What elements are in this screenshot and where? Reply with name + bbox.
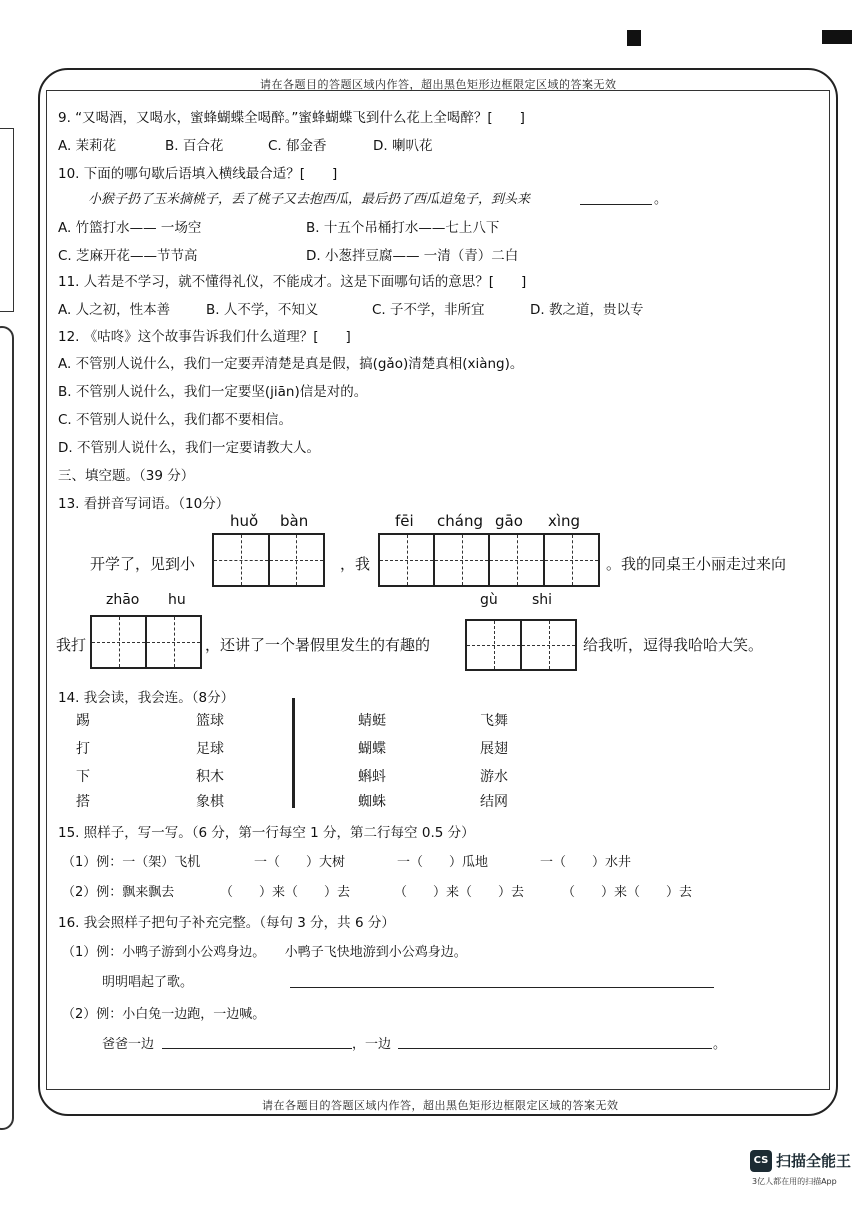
q10-stem: 10. 下面的哪句歇后语填入横线最合适？[ ]	[58, 166, 338, 182]
q16-prompt2a: 爸爸一边	[102, 1037, 155, 1052]
q12-option-b: B. 不管别人说什么，我们一定要坚(jiān)信是对的。	[58, 384, 368, 400]
q13-stem: 13. 看拼音写词语。（10分）	[58, 496, 230, 512]
q14-verb: 踢	[76, 713, 90, 729]
notice-top: 请在各题目的答题区域内作答，超出黑色矩形边框限定区域的答案无效	[260, 78, 617, 91]
q14-insect: 蝴蝶	[358, 741, 386, 757]
q13-pinyin2-a: fēi	[395, 512, 414, 530]
q13-pinyin3-b: hu	[168, 592, 186, 608]
q9-option-c: C. 郁金香	[268, 138, 327, 154]
q13-answer-box-huoban[interactable]	[212, 533, 325, 587]
q9-option-b: B. 百合花	[165, 138, 224, 154]
q14-noun: 篮球	[196, 713, 224, 729]
q14-verb: 搭	[76, 794, 90, 810]
q14-action: 结网	[480, 794, 508, 810]
q10-option-d: D. 小葱拌豆腐—— 一清（青）二白	[306, 248, 519, 264]
q14-noun: 象棋	[196, 794, 224, 810]
q13-pinyin4-b: shi	[532, 592, 553, 608]
q15-row2-blank[interactable]: （ ）来（ ）去	[220, 885, 351, 900]
q16-prompt1: 明明唱起了歌。	[102, 975, 194, 990]
q13-pinyin3-a: zhāo	[106, 592, 140, 608]
q13-answer-box-feichanggaoxing[interactable]	[378, 533, 600, 587]
scan-mark-top-right	[822, 30, 852, 44]
q14-insect: 蜻蜓	[358, 713, 386, 729]
q15-row1-example: （1）例：一（架）飞机	[62, 855, 201, 870]
left-margin-box-2	[0, 326, 14, 1130]
q15-row1-blank[interactable]: 一（ ）水井	[540, 855, 632, 870]
q11-option-b: B. 人不学，不知义	[206, 302, 319, 318]
q9-stem: 9. “又喝酒，又喝水，蜜蜂蝴蝶全喝醉。”蜜蜂蝴蝶飞到什么花上全喝醉？[ ]	[58, 110, 525, 126]
q12-option-c: C. 不管别人说什么，我们都不要相信。	[58, 412, 293, 428]
scanner-logo	[750, 1150, 772, 1172]
q11-stem: 11. 人若是不学习，就不懂得礼仪，不能成才。这是下面哪句话的意思？[ ]	[58, 274, 527, 290]
q11-option-a: A. 人之初，性本善	[58, 302, 171, 318]
q15-row1-blank[interactable]: 一（ ）大树	[254, 855, 346, 870]
q14-action: 展翅	[480, 741, 508, 757]
q13-text6: 给我听，逗得我哈哈大笑。	[583, 636, 764, 654]
q12-option-a: A. 不管别人说什么，我们一定要弄清楚是真是假，搞(gǎo)清楚真相(xiàng)。	[58, 356, 524, 372]
answer-area	[46, 90, 830, 1090]
q13-pinyin2-d: xìng	[548, 512, 581, 530]
q16-prompt2c: 。	[713, 1037, 727, 1052]
q16-answer-line-2b[interactable]	[398, 1048, 712, 1049]
q14-action: 游水	[480, 769, 508, 785]
q14-verb: 下	[76, 769, 90, 785]
scanner-app-slogan: 3亿人都在用的扫描App	[752, 1177, 837, 1186]
q13-text5: ，还讲了一个暑假里发生的有趣的	[205, 636, 431, 654]
q14-action: 飞舞	[480, 713, 508, 729]
section3-heading: 三、填空题。（39 分）	[58, 468, 195, 484]
q13-pinyin2-c: gāo	[495, 512, 523, 530]
q15-row1-blank[interactable]: 一（ ）瓜地	[397, 855, 489, 870]
q16-example2: （2）例：小白兔一边跑，一边喊。	[62, 1007, 266, 1022]
q16-prompt2b: ，一边	[352, 1037, 392, 1052]
q16-example1: （1）例：小鸭子游到小公鸡身边。 小鸭子飞快地游到小公鸡身边。	[62, 945, 467, 960]
left-margin-box	[0, 128, 14, 312]
q10-passage-end: 。	[654, 192, 668, 207]
q16-answer-line-1[interactable]	[290, 987, 714, 988]
q14-verb: 打	[76, 741, 90, 757]
q9-option-d: D. 喇叭花	[373, 138, 433, 154]
q13-answer-box-zhaohu[interactable]	[90, 615, 202, 669]
q10-option-b: B. 十五个吊桶打水——七上八下	[306, 220, 500, 236]
q15-row2-blank[interactable]: （ ）来（ ）去	[562, 885, 693, 900]
q14-insect: 蝌蚪	[358, 769, 386, 785]
q16-answer-line-2a[interactable]	[162, 1048, 352, 1049]
q14-insect: 蜘蛛	[358, 794, 386, 810]
q12-stem: 12. 《咕咚》这个故事告诉我们什么道理？[ ]	[58, 329, 351, 345]
q13-text3: 。我的同桌王小丽走过来向	[606, 555, 787, 573]
q11-option-c: C. 子不学，非所宜	[372, 302, 485, 318]
q13-pinyin1-a: huǒ	[230, 512, 259, 530]
q13-answer-box-gushi[interactable]	[465, 619, 577, 671]
scanner-logo-text: CS	[753, 1155, 769, 1166]
q14-divider	[292, 698, 295, 808]
q15-row2-example: （2）例：飘来飘去	[62, 885, 175, 900]
q13-text1: 开学了，见到小	[90, 555, 196, 573]
q10-option-c: C. 芝麻开花——节节高	[58, 248, 198, 264]
q14-noun: 积木	[196, 769, 224, 785]
q16-stem: 16. 我会照样子把句子补充完整。（每句 3 分，共 6 分）	[58, 915, 395, 931]
q13-pinyin2-b: cháng	[437, 512, 483, 530]
notice-bottom: 请在各题目的答题区域内作答，超出黑色矩形边框限定区域的答案无效	[262, 1099, 619, 1112]
scanner-app-name: 扫描全能王	[776, 1152, 852, 1170]
q9-option-a: A. 茉莉花	[58, 138, 117, 154]
q15-stem: 15. 照样子，写一写。（6 分，第一行每空 1 分，第二行每空 0.5 分）	[58, 825, 475, 841]
q10-option-a: A. 竹篮打水—— 一场空	[58, 220, 202, 236]
q13-text4: 我打	[56, 636, 87, 654]
q13-pinyin1-b: bàn	[280, 512, 309, 530]
q12-option-d: D. 不管别人说什么，我们一定要请教大人。	[58, 440, 320, 456]
scan-mark-top	[627, 30, 641, 46]
q15-row2-blank[interactable]: （ ）来（ ）去	[394, 885, 525, 900]
q11-option-d: D. 教之道，贵以专	[530, 302, 644, 318]
q14-noun: 足球	[196, 741, 224, 757]
q13-text2: ，我	[340, 555, 371, 573]
q13-pinyin4-a: gù	[480, 592, 498, 608]
q10-passage: 小猴子扔了玉米摘桃子，丢了桃子又去抱西瓜，最后扔了西瓜追兔子，到头来	[88, 192, 531, 207]
q10-answer-line[interactable]	[580, 204, 652, 205]
q14-stem: 14. 我会读，我会连。（8分）	[58, 690, 235, 706]
